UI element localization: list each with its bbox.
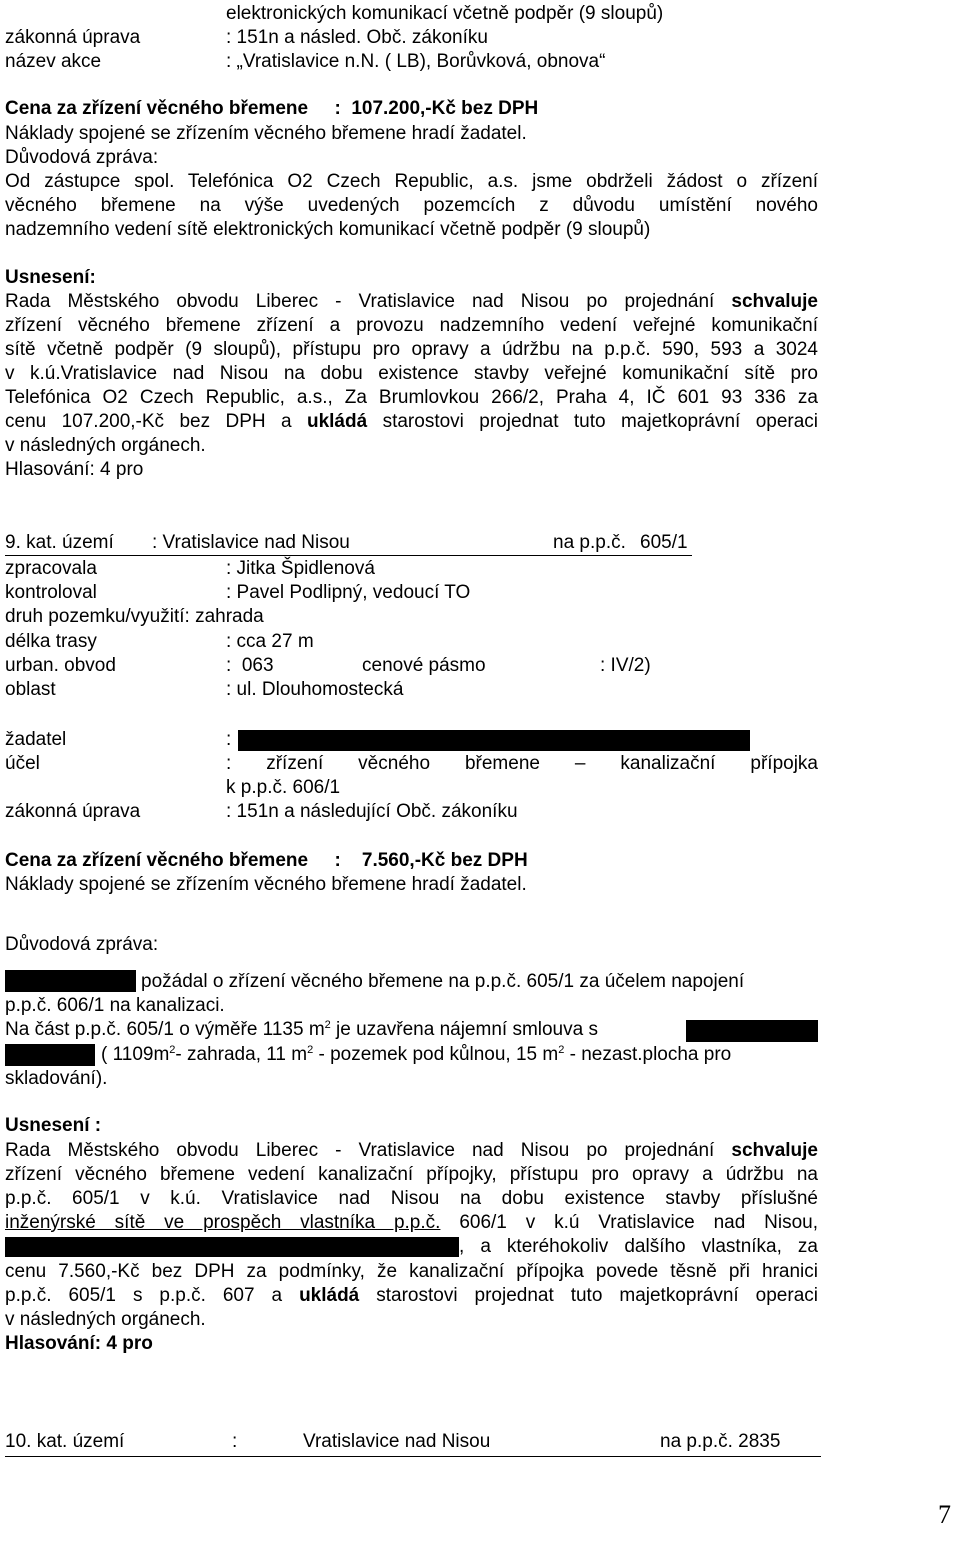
zpracovala-label: zpracovala (5, 558, 97, 579)
usneseni-line: Rada Městského obvodu Liberec - Vratislavice nad Nisou po projednání schvaluje (5, 1140, 818, 1161)
duvodova-zprava-label: Důvodová zpráva: (5, 934, 159, 955)
zadatel-colon: : (226, 729, 232, 750)
delka-trasy-label: délka trasy (5, 631, 97, 652)
urban-obvod-label: urban. obvod (5, 655, 116, 676)
usneseni-line: zřízení věcného břemene zřízení a provozu nadzemního vedení veřejné komunikační (5, 315, 818, 336)
ucel-value: : zřízení věcného břemene – kanalizační přípojka (226, 753, 818, 774)
item-9-number: 9. kat. území (5, 532, 114, 553)
item-9-pc-label: na p.p.č. (553, 532, 626, 553)
item-10-colon: : (232, 1431, 238, 1452)
zakonna-uprava-label: zákonná úprava (5, 801, 141, 822)
item-10-pc: na p.p.č. 2835 (660, 1431, 781, 1452)
usneseni-label: Usnesení : (5, 1115, 102, 1136)
nazev-akce-value: : „Vratislavice n.N. ( LB), Borůvková, obnova“ (226, 51, 606, 72)
oblast-value: : ul. Dlouhomostecká (226, 679, 404, 700)
nazev-akce-label: název akce (5, 51, 102, 72)
page-number: 7 (938, 1500, 951, 1529)
item-9-kat-uzemi: : Vratislavice nad Nisou (152, 532, 350, 553)
cena-line: Cena za zřízení věcného břemene : 107.200,-Kč bez DPH (5, 98, 539, 119)
usneseni-line: , a kteréhokoliv dalšího vlastníka, za (459, 1236, 818, 1257)
redaction-bar (5, 970, 136, 992)
redaction-bar (686, 1020, 818, 1042)
cenove-pasmo-value: : IV/2) (600, 655, 651, 676)
usneseni-line: p.p.č. 605/1 s p.p.č. 607 a ukládá starostovi projednat tuto majetkoprávní operaci (5, 1285, 818, 1306)
redaction-bar (5, 1237, 459, 1257)
zadatel-label: žadatel (5, 729, 67, 750)
zakonna-uprava-label: zákonná úprava (5, 27, 141, 48)
zakonna-uprava-value: : 151n a násled. Obč. zákoníku (226, 27, 488, 48)
druh-pozemku: druh pozemku/využití: zahrada (5, 606, 264, 627)
usneseni-line: cenu 7.560,-Kč bez DPH za podmínky, že kanalizační přípojka povede těsně při hranici (5, 1261, 818, 1282)
usneseni-line: v k.ú.Vratislavice nad Nisou na dobu existence stavby veřejné komunikační sítě pro (5, 363, 818, 384)
usneseni-line: zřízení věcného břemene vedení kanalizační přípojky, přístupu pro opravy a údržbu na (5, 1164, 818, 1185)
naklady-line: Náklady spojené se zřízením věcného břemene hradí žadatel. (5, 874, 527, 895)
naklady-line: Náklady spojené se zřízením věcného břemene hradí žadatel. (5, 123, 527, 144)
duvodova-line: ( $1109m^2-$ zahrada, 11 $m^2$ - pozemek pod kůlnou, 15 $m^2$ - nezast.plocha pro (101, 1044, 732, 1065)
header-underline (5, 555, 692, 556)
zpracovala-value: : Jitka Špidlenová (226, 558, 375, 579)
ucel-value-cont: k p.p.č. 606/1 (226, 777, 341, 798)
continued-line: elektronických komunikací včetně podpěr (9 sloupů) (226, 3, 664, 24)
usneseni-line: v následných orgánech. (5, 1309, 206, 1330)
kontroloval-value: : Pavel Podlipný, vedoucí TO (226, 582, 471, 603)
cena-line: Cena za zřízení věcného břemene : 7.560,-Kč bez DPH (5, 850, 528, 871)
item-10-underline (5, 1456, 821, 1457)
duvodova-line: skladování). (5, 1068, 108, 1089)
ucel-label: účel (5, 753, 40, 774)
duvodova-line: požádal o zřízení věcného břemene na p.p.č. 605/1 za účelem napojení (141, 971, 745, 992)
kontroloval-label: kontroloval (5, 582, 97, 603)
duvodova-line: nadzemního vedení sítě elektronických komunikací včetně podpěr (9 sloupů) (5, 219, 651, 240)
duvodova-zprava-label: Důvodová zpráva: (5, 147, 159, 168)
item-10-number: 10. kat. území (5, 1431, 125, 1452)
usneseni-line: Rada Městského obvodu Liberec - Vratislavice nad Nisou po projednání schvaluje (5, 291, 818, 312)
zakonna-uprava-value: : 151n a následující Obč. zákoníku (226, 801, 518, 822)
urban-obvod-value: : 063 (226, 655, 274, 676)
duvodova-line: věcného břemene na výše uvedených pozemcích z důvodu umístění nového (5, 195, 818, 216)
hlasovani-line: Hlasování: 4 pro (5, 1333, 153, 1354)
usneseni-line: cenu 107.200,-Kč bez DPH a ukládá starostovi projednat tuto majetkoprávní operaci (5, 411, 819, 432)
duvodova-line: Od zástupce spol. Telefónica O2 Czech Republic, a.s. jsme obdrželi žádost o zřízení (5, 171, 818, 192)
item-9-pc-value: 605/1 (640, 532, 688, 553)
cenove-pasmo-label: cenové pásmo (362, 655, 486, 676)
item-10-kat-uzemi: Vratislavice nad Nisou (303, 1431, 491, 1452)
duvodova-line: Na část p.p.č. 605/1 o výměře 1135 $m^2$ je uzavřena nájemní smlouva s (5, 1019, 598, 1040)
usneseni-line: Telefónica O2 Czech Republic, a.s., Za Brumlovkou 266/2, Praha 4, IČ 601 93 336 za (5, 387, 818, 408)
redaction-bar (5, 1044, 95, 1066)
hlasovani-line: Hlasování: 4 pro (5, 459, 144, 480)
usneseni-line: inženýrské sítě ve prospěch vlastníka p.p.č. 606/1 v k.ú Vratislavice nad Nisou, (5, 1212, 819, 1233)
redaction-bar (238, 730, 750, 751)
usneseni-line: v následných orgánech. (5, 435, 206, 456)
usneseni-label: Usnesení: (5, 267, 96, 288)
oblast-label: oblast (5, 679, 56, 700)
usneseni-line: p.p.č. 605/1 v k.ú. Vratislavice nad Nisou na dobu existence stavby příslušné (5, 1188, 818, 1209)
delka-trasy-value: : cca 27 m (226, 631, 314, 652)
duvodova-line: p.p.č. 606/1 na kanalizaci. (5, 995, 225, 1016)
usneseni-line: sítě včetně podpěr (9 sloupů), přístupu pro opravy a údržbu na p.p.č. 590, 593 a 3024 (5, 339, 818, 360)
